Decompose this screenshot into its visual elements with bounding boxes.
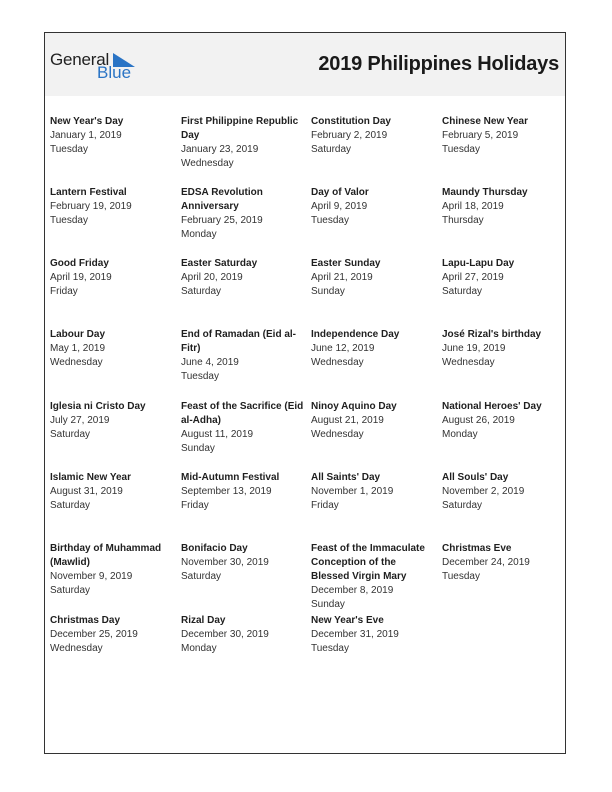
holiday-date: December 31, 2019 — [311, 629, 399, 640]
holiday-name: Iglesia ni Cristo Day — [50, 401, 146, 412]
holiday-date: August 31, 2019 — [50, 486, 123, 497]
holiday-name: Christmas Day — [50, 615, 121, 626]
holiday-date: September 13, 2019 — [181, 486, 272, 497]
holiday-weekday: Sunday — [311, 286, 345, 297]
page-frame — [44, 32, 566, 754]
holiday-entry — [311, 614, 437, 656]
holiday-name: Constitution Day — [311, 116, 391, 127]
holiday-date: May 1, 2019 — [50, 343, 106, 354]
header — [45, 33, 565, 96]
holiday-entry — [50, 542, 176, 598]
holiday-name: Birthday of Muhammad (Mawlid) — [50, 543, 162, 568]
holiday-weekday: Tuesday — [311, 215, 349, 226]
holiday-weekday: Monday — [181, 643, 217, 654]
holiday-date: November 2, 2019 — [442, 486, 525, 497]
holiday-entry — [50, 328, 176, 370]
holiday-entry — [181, 542, 307, 584]
holiday-date: February 19, 2019 — [50, 201, 132, 212]
holiday-entry — [311, 328, 437, 370]
page-title: 2019 Philippines Holidays — [318, 53, 559, 75]
holiday-weekday: Tuesday — [311, 643, 349, 654]
holiday-entry — [181, 614, 307, 656]
holiday-name: Bonifacio Day — [181, 543, 248, 554]
holiday-name: First Philippine Republic Day — [181, 116, 299, 141]
holiday-name: Feast of the Sacrifice (Eid al-Adha) — [181, 401, 304, 426]
holiday-name: EDSA Revolution Anniversary — [181, 187, 263, 212]
holiday-date: June 12, 2019 — [311, 343, 375, 354]
holiday-name: All Souls' Day — [442, 472, 509, 483]
holiday-name: Easter Saturday — [181, 258, 258, 269]
holiday-date: February 25, 2019 — [181, 215, 263, 226]
holiday-entry — [50, 614, 176, 656]
holiday-weekday: Saturday — [181, 571, 222, 582]
holiday-entry — [311, 115, 437, 157]
holiday-name: All Saints' Day — [311, 472, 381, 483]
holiday-entry — [50, 400, 176, 442]
holiday-name: End of Ramadan (Eid al-Fitr) — [181, 329, 297, 354]
holiday-weekday: Tuesday — [50, 215, 88, 226]
holiday-weekday: Wednesday — [311, 429, 364, 440]
holiday-name: José Rizal's birthday — [442, 329, 542, 340]
holiday-entry — [442, 400, 568, 442]
holiday-entry — [181, 328, 307, 384]
holiday-weekday: Wednesday — [50, 643, 103, 654]
holiday-entry — [50, 471, 176, 513]
holiday-weekday: Saturday — [50, 500, 91, 511]
holiday-entry — [181, 186, 307, 242]
holiday-date: April 9, 2019 — [311, 201, 368, 212]
holiday-name: Feast of the Immaculate Conception of the Blessed Virgin Mary — [311, 543, 425, 582]
holiday-date: August 21, 2019 — [311, 415, 384, 426]
holiday-name: New Year's Day — [50, 116, 124, 127]
holiday-entry — [442, 328, 568, 370]
holiday-date: April 20, 2019 — [181, 272, 243, 283]
holiday-entry — [442, 471, 568, 513]
holiday-date: December 30, 2019 — [181, 629, 269, 640]
holiday-entry — [181, 471, 307, 513]
holiday-date: December 24, 2019 — [442, 557, 530, 568]
holiday-name: Chinese New Year — [442, 116, 528, 127]
brand-logo — [50, 50, 150, 82]
holiday-date: August 11, 2019 — [181, 429, 254, 440]
holiday-weekday: Friday — [181, 500, 209, 511]
holiday-entry — [181, 400, 307, 456]
holiday-name: Lantern Festival — [50, 187, 127, 198]
holiday-entry — [442, 186, 568, 228]
holiday-date: November 1, 2019 — [311, 486, 394, 497]
holiday-entry — [181, 115, 307, 171]
holiday-name: Christmas Eve — [442, 543, 512, 554]
holiday-weekday: Monday — [181, 229, 217, 240]
holiday-date: June 19, 2019 — [442, 343, 506, 354]
holiday-entry — [50, 257, 176, 299]
holiday-name: Labour Day — [50, 329, 106, 340]
holiday-entry — [311, 542, 437, 612]
holiday-date: January 1, 2019 — [50, 130, 122, 141]
holiday-date: August 26, 2019 — [442, 415, 515, 426]
holiday-entry — [50, 186, 176, 228]
holiday-name: National Heroes' Day — [442, 401, 542, 412]
holiday-name: Lapu-Lapu Day — [442, 258, 515, 269]
holiday-date: April 27, 2019 — [442, 272, 504, 283]
holiday-name: Day of Valor — [311, 187, 369, 198]
holiday-weekday: Sunday — [311, 599, 345, 610]
holiday-date: February 2, 2019 — [311, 130, 388, 141]
holiday-weekday: Wednesday — [311, 357, 364, 368]
holiday-weekday: Thursday — [442, 215, 484, 226]
holiday-weekday: Saturday — [50, 429, 91, 440]
holiday-date: January 23, 2019 — [181, 144, 259, 155]
holiday-name: Mid-Autumn Festival — [181, 472, 280, 483]
holiday-name: Islamic New Year — [50, 472, 131, 483]
holiday-name: Easter Sunday — [311, 258, 381, 269]
holiday-weekday: Friday — [50, 286, 78, 297]
holiday-weekday: Monday — [442, 429, 478, 440]
holiday-weekday: Friday — [311, 500, 339, 511]
holiday-weekday: Saturday — [442, 286, 483, 297]
holiday-weekday: Tuesday — [442, 144, 480, 155]
holiday-entry — [311, 400, 437, 442]
holiday-date: April 21, 2019 — [311, 272, 373, 283]
holiday-entry — [311, 186, 437, 228]
holiday-weekday: Sunday — [181, 443, 215, 454]
holiday-date: July 27, 2019 — [50, 415, 110, 426]
holiday-name: New Year's Eve — [311, 615, 384, 626]
logo-general-text: General — [50, 50, 110, 69]
holiday-date: December 8, 2019 — [311, 585, 394, 596]
holiday-date: December 25, 2019 — [50, 629, 138, 640]
holiday-weekday: Tuesday — [442, 571, 480, 582]
holiday-entry — [442, 257, 568, 299]
holiday-weekday: Saturday — [181, 286, 222, 297]
holiday-weekday: Wednesday — [181, 158, 234, 169]
holiday-date: June 4, 2019 — [181, 357, 239, 368]
holiday-entry — [50, 115, 176, 157]
holiday-entry — [442, 115, 568, 157]
holiday-name: Rizal Day — [181, 615, 226, 626]
holiday-name: Ninoy Aquino Day — [311, 401, 397, 412]
holiday-name: Good Friday — [50, 258, 109, 269]
holiday-weekday: Wednesday — [442, 357, 495, 368]
holiday-weekday: Saturday — [50, 585, 91, 596]
holiday-entry — [442, 542, 568, 584]
holiday-date: February 5, 2019 — [442, 130, 519, 141]
holiday-date: April 19, 2019 — [50, 272, 112, 283]
holiday-entry — [311, 257, 437, 299]
holiday-name: Independence Day — [311, 329, 400, 340]
holiday-grid — [50, 115, 565, 715]
holiday-name: Maundy Thursday — [442, 187, 528, 198]
holiday-entry — [311, 471, 437, 513]
holiday-weekday: Tuesday — [181, 371, 219, 382]
holiday-weekday: Wednesday — [50, 357, 103, 368]
holiday-date: November 9, 2019 — [50, 571, 133, 582]
holiday-date: November 30, 2019 — [181, 557, 269, 568]
holiday-entry — [181, 257, 307, 299]
holiday-weekday: Saturday — [442, 500, 483, 511]
holiday-date: April 18, 2019 — [442, 201, 504, 212]
holiday-weekday: Saturday — [311, 144, 352, 155]
logo-blue-text: Blue — [97, 63, 132, 82]
holiday-weekday: Tuesday — [50, 144, 88, 155]
